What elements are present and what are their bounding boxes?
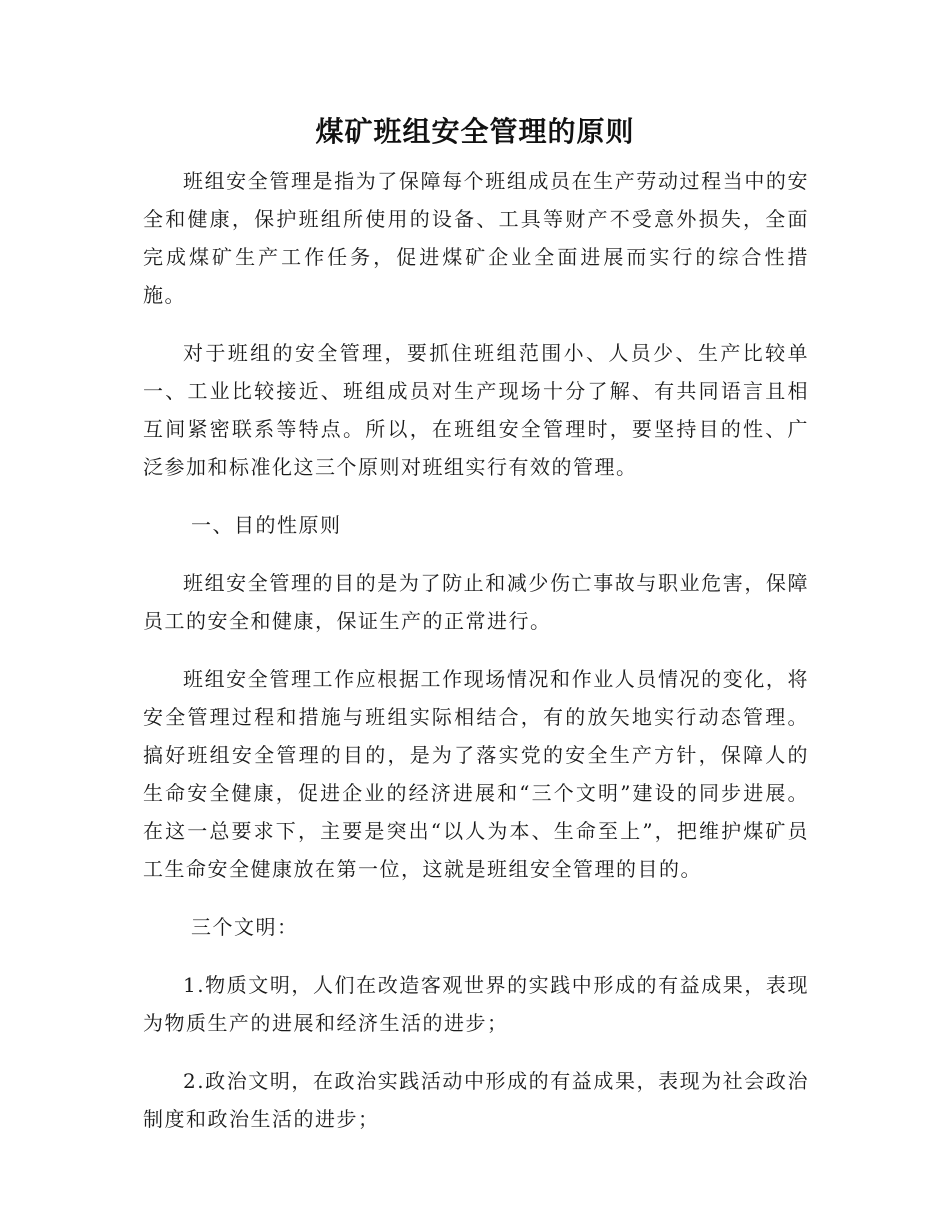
document-body: [143, 162, 809, 1158]
paragraph-principles: 对于班组的安全管理，要抓住班组范围小、人员少、生产比较单一、工业比较接近、班组成员对生产现场十分了解、有共同语言且相互间紧密联系等特点。所以，在班组安全管理时，要坚持目的性、广泛参加和标准化这三个原则对班组实行有效的管理。: [143, 341, 809, 479]
section-heading-purpose: 一、目的性原则: [191, 513, 342, 537]
document-title: 煤矿班组安全管理的原则: [315, 115, 635, 148]
list-item-political-civilization: 2.政治文明，在政治实践活动中形成的有益成果，表现为社会政治制度和政治生活的进步；: [143, 1069, 809, 1131]
paragraph-purpose-detail: 班组安全管理工作应根据工作现场情况和作业人员情况的变化，将安全管理过程和措施与班组实际相结合，有的放矢地实行动态管理。搞好班组安全管理的目的，是为了落实党的安全生产方针，保障人的生命安全健康，促进企业的经济进展和“三个文明”建设的同步进展。在这一总要求下，主要是突出“以人为本、生命至上”，把维护煤矿员工生命安全健康放在第一位，这就是班组安全管理的目的。: [143, 667, 809, 881]
paragraph-purpose: 班组安全管理的目的是为了防止和减少伤亡事故与职业危害，保障员工的安全和健康，保证生产的正常进行。: [143, 571, 809, 633]
list-item-material-civilization: 1.物质文明，人们在改造客观世界的实践中形成的有益成果，表现为物质生产的进展和经济生活的进步；: [143, 973, 809, 1035]
subheading-three-civilizations: 三个文明：: [191, 915, 299, 939]
paragraph-intro: 班组安全管理是指为了保障每个班组成员在生产劳动过程当中的安全和健康，保护班组所使用的设备、工具等财产不受意外损失，全面完成煤矿生产工作任务，促进煤矿企业全面进展而实行的综合性措施。: [143, 169, 809, 307]
